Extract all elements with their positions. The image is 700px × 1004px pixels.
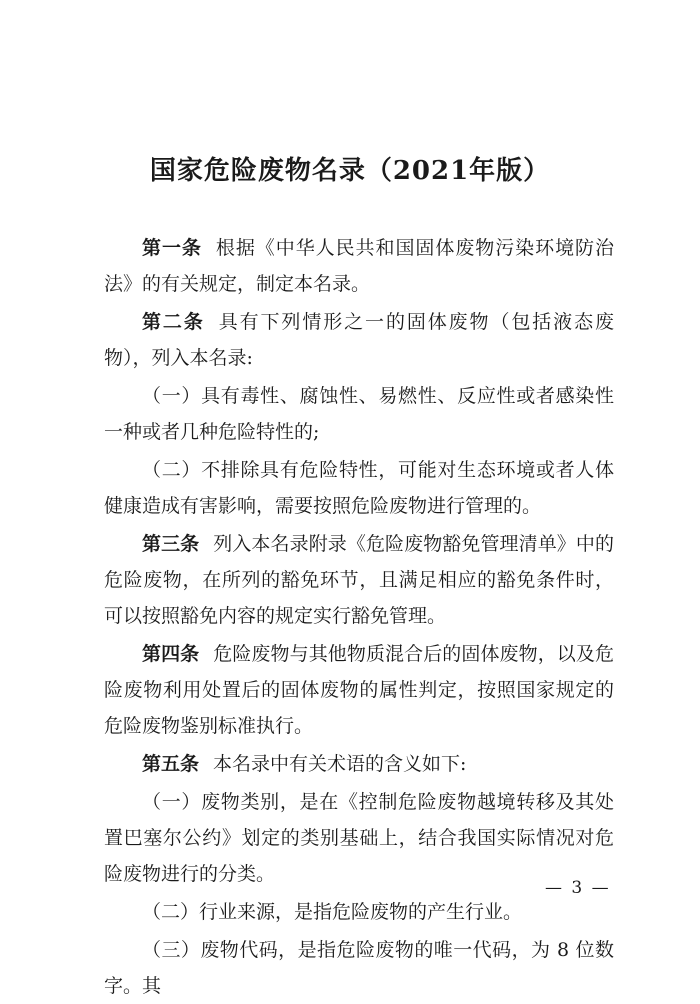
article-label: 第一条 [142, 237, 202, 259]
paragraph [104, 230, 614, 302]
paragraph-text: （二）行业来源，是指危险废物的产生行业。 [142, 901, 523, 923]
paragraph-text: （二）不排除具有危险特性，可能对生态环境或者人体健康造成有害影响，需要按照危险废物进行管理的。 [104, 459, 614, 517]
paragraph [104, 894, 614, 930]
paragraph [104, 526, 614, 634]
paragraph [104, 932, 614, 1004]
article-label: 第五条 [142, 753, 200, 775]
paragraph-text: （一）具有毒性、腐蚀性、易燃性、反应性或者感染性一种或者几种危险特性的; [104, 385, 614, 443]
paragraph-text: （一）废物类别，是在《控制危险废物越境转移及其处置巴塞尔公约》划定的类别基础上，结合我国实际情况对危险废物进行的分类。 [104, 791, 614, 885]
paragraph [104, 784, 614, 892]
document-title: 国家危险废物名录（2021年版） [149, 156, 551, 186]
document-body [104, 230, 614, 1004]
paragraph-text: （三）废物代码，是指危险废物的唯一代码，为 8 位数字。其 [104, 939, 614, 997]
paragraph [104, 304, 614, 376]
paragraph-text: 根据《中华人民共和国固体废物污染环境防治法》的有关规定，制定本名录。 [104, 237, 614, 295]
paragraph-text: 列入本名录附录《危险废物豁免管理清单》中的危险废物，在所列的豁免环节，且满足相应的豁免条件时，可以按照豁免内容的规定实行豁免管理。 [104, 533, 614, 627]
article-label: 第四条 [142, 643, 200, 665]
paragraph [104, 452, 614, 524]
paragraph [104, 636, 614, 744]
paragraph [104, 746, 614, 782]
article-label: 第二条 [142, 311, 205, 333]
paragraph-text: 危险废物与其他物质混合后的固体废物，以及危险废物利用处置后的固体废物的属性判定，按照国家规定的危险废物鉴别标准执行。 [104, 643, 614, 737]
page-number: — 3 — [545, 878, 611, 898]
paragraph-text: 本名录中有关术语的含义如下: [213, 753, 467, 775]
article-label: 第三条 [142, 533, 200, 555]
paragraph-text: 具有下列情形之一的固体废物（包括液态废物），列入本名录: [104, 311, 614, 369]
paragraph [104, 378, 614, 450]
